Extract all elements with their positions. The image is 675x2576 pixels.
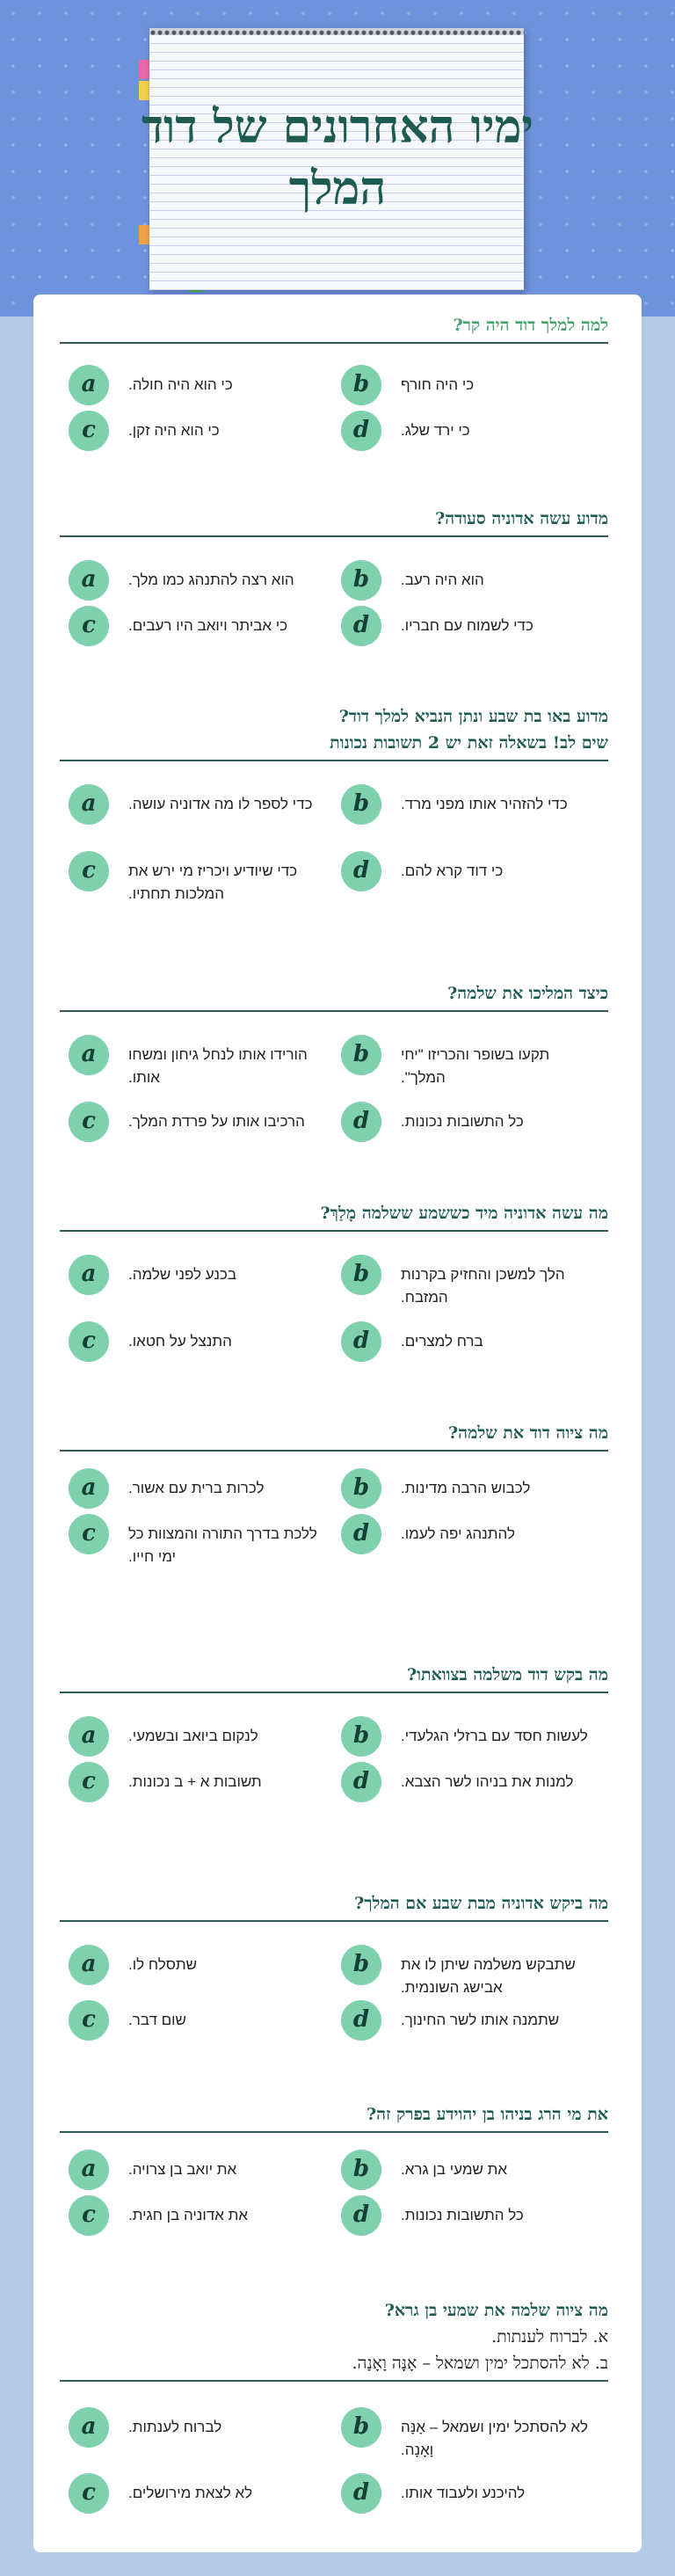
option-c-text: את אדוניה בן חגית. — [128, 2207, 249, 2223]
quiz-card — [33, 295, 642, 2552]
answer-option-a[interactable] — [69, 2150, 332, 2197]
answer-option-a[interactable] — [69, 1255, 332, 1302]
option-c-text: ללכת בדרך התורה והמצוות כל ימי חייו. — [128, 1525, 317, 1565]
answer-option-d[interactable] — [341, 2473, 605, 2521]
option-a-text: את יואב בן צרויה. — [128, 2161, 237, 2178]
option-a-badge: a — [69, 1255, 109, 1295]
option-c-badge: c — [69, 1102, 109, 1142]
option-d-text: כל התשובות נכונות. — [401, 2207, 524, 2223]
option-c-text: הרכיבו אותו על פרדת המלך. — [128, 1113, 305, 1130]
option-b-text: כי היה חורף — [401, 376, 475, 393]
option-c-badge: c — [69, 1514, 109, 1554]
answer-option-d[interactable] — [341, 851, 605, 899]
option-d-text: כי דוד קרא להם. — [401, 862, 504, 879]
answer-option-d[interactable] — [341, 2000, 605, 2048]
answer-option-b[interactable] — [341, 1468, 605, 1516]
answer-option-c[interactable] — [69, 1762, 332, 1809]
option-b-badge: b — [341, 1255, 381, 1295]
answer-option-c[interactable] — [69, 411, 332, 458]
option-b-text: הוא היה רעב. — [401, 571, 484, 588]
option-c-badge: c — [69, 2195, 109, 2236]
option-b-badge: b — [341, 1945, 381, 1985]
option-c-badge: c — [69, 411, 109, 451]
option-d-badge: d — [341, 2473, 381, 2514]
option-d-badge: d — [341, 1321, 381, 1362]
option-a-text: לברוח לענתות. — [128, 2419, 222, 2435]
option-b-badge: b — [341, 1716, 381, 1757]
option-b-badge: b — [341, 784, 381, 825]
question-label: מה ציוה שלמה את שמעי בן גרא? — [384, 2301, 608, 2320]
option-a-badge: a — [69, 365, 109, 405]
option-b-badge: b — [341, 1035, 381, 1075]
question-label: למה למלך דוד היה קר? — [453, 316, 608, 335]
option-d-badge: d — [341, 2000, 381, 2041]
option-b-text: לעשות חסד עם ברזלי הגלעדי. — [401, 1728, 588, 1744]
answer-option-b[interactable] — [341, 1255, 605, 1306]
page-title: ימיו האחרונים של דוד המלך — [141, 100, 534, 215]
option-a-badge: a — [69, 1945, 109, 1985]
answer-option-c[interactable] — [69, 2195, 332, 2243]
answer-option-c[interactable] — [69, 851, 332, 902]
answer-option-a[interactable] — [69, 2407, 332, 2455]
answer-option-d[interactable] — [341, 1514, 605, 1561]
option-b-badge: b — [341, 365, 381, 405]
answer-option-a[interactable] — [69, 1035, 332, 1086]
answer-option-b[interactable] — [341, 2150, 605, 2197]
option-a-badge: a — [69, 784, 109, 825]
option-c-text: התנצל על חטאו. — [128, 1333, 232, 1350]
answer-option-c[interactable] — [69, 1514, 332, 1565]
option-c-text: לא לצאת מירושלים. — [128, 2485, 253, 2501]
question-text — [60, 980, 608, 1012]
answer-option-d[interactable] — [341, 606, 605, 653]
option-b-badge: b — [341, 2150, 381, 2190]
answer-option-a[interactable] — [69, 1945, 332, 1992]
question-label: מדוע עשה אדוניה סעודה? — [435, 509, 608, 528]
option-a-badge: a — [69, 2407, 109, 2448]
answer-option-a[interactable] — [69, 1716, 332, 1764]
answer-option-b[interactable] — [341, 2407, 605, 2458]
question-note: שים לב! בשאלה זאת יש 2 תשובות נכונות — [330, 733, 608, 753]
answer-option-d[interactable] — [341, 1762, 605, 1809]
answer-option-b[interactable] — [341, 784, 605, 832]
answer-option-d[interactable] — [341, 2195, 605, 2243]
option-d-text: ברח למצרים. — [401, 1333, 483, 1350]
answer-option-a[interactable] — [69, 365, 332, 412]
answer-option-b[interactable] — [341, 1035, 605, 1086]
question-label: את מי הרג בניהו בן יהוידע בפרק זה? — [367, 2105, 608, 2124]
question-text — [60, 1200, 608, 1232]
question-text — [60, 703, 608, 761]
option-d-text: כל התשובות נכונות. — [401, 1113, 524, 1130]
question-text — [60, 1420, 608, 1452]
option-c-badge: c — [69, 2000, 109, 2041]
option-b-text: את שמעי בן גרא. — [401, 2161, 508, 2178]
option-d-text: כי ירד שלג. — [401, 422, 470, 439]
bookmark-tab-pink — [139, 60, 149, 79]
answer-option-c[interactable] — [69, 1321, 332, 1369]
option-a-text: לנקום ביואב ובשמעי. — [128, 1728, 258, 1744]
option-c-badge: c — [69, 606, 109, 646]
option-c-text: כדי שיודיע ויכריז מי ירש את המלכות תחתיו. — [128, 862, 298, 902]
question-label: כיצד המליכו את שלמה? — [447, 984, 608, 1003]
answer-option-c[interactable] — [69, 1102, 332, 1149]
option-d-badge: d — [341, 1514, 381, 1554]
answer-option-b[interactable] — [341, 560, 605, 608]
question-text — [60, 1662, 608, 1693]
option-d-text: למנות את בניהו לשר הצבא. — [401, 1773, 574, 1790]
option-a-text: בכנע לפני שלמה. — [128, 1266, 237, 1283]
option-d-badge: d — [341, 411, 381, 451]
option-b-text: לכבוש הרבה מדינות. — [401, 1480, 531, 1496]
option-d-badge: d — [341, 1762, 381, 1802]
answer-option-a[interactable] — [69, 1468, 332, 1516]
question-text — [60, 2101, 608, 2133]
option-d-text: להיכנע ולעבוד אותו. — [401, 2485, 526, 2501]
option-b-badge: b — [341, 1468, 381, 1509]
instruction-line-1: א. לברוח לענתות. — [491, 2327, 608, 2347]
option-a-text: שתסלח לו. — [128, 1956, 198, 1973]
option-a-text: הוא רצה להתנהג כמו מלך. — [128, 571, 294, 588]
option-b-text: לא להסתכל ימין ושמאל – אָנָּה וָאָנָה. — [401, 2419, 589, 2458]
option-c-text: שום דבר. — [128, 2012, 186, 2028]
option-c-text: כי אביתר ויואב היו רעבים. — [128, 617, 288, 634]
option-d-text: להתנהג יפה לעמו. — [401, 1525, 515, 1542]
option-a-badge: a — [69, 2150, 109, 2190]
question-label: מה ציוה דוד את שלמה? — [448, 1423, 608, 1443]
option-b-text: שתבקש משלמה שיתן לו את אבישג השונמית. — [401, 1956, 576, 1996]
option-d-badge: d — [341, 851, 381, 891]
question-text — [60, 2297, 608, 2327]
answer-option-c[interactable] — [69, 2000, 332, 2048]
answer-option-a[interactable] — [69, 560, 332, 608]
option-a-badge: a — [69, 560, 109, 600]
option-c-badge: c — [69, 851, 109, 891]
answer-option-d[interactable] — [341, 411, 605, 458]
question-label: מדוע באו בת שבע ונתן הנביא למלך דוד? — [338, 707, 608, 726]
option-a-text: לכרות ברית עם אשור. — [128, 1480, 265, 1496]
option-a-text: הורידו אותו לנחל גיחון ומשחו אותו. — [128, 1046, 308, 1086]
option-b-text: הלך למשכן והחזיק בקרנות המזבח. — [401, 1266, 565, 1306]
option-b-text: תקעו בשופר והכריזו "יחי המלך". — [401, 1046, 550, 1086]
question-label: מה בקש דוד משלמה בצוואתו? — [407, 1665, 608, 1685]
option-d-badge: d — [341, 606, 381, 646]
option-c-badge: c — [69, 2473, 109, 2514]
bookmark-tab-orange — [139, 225, 149, 244]
answer-option-b[interactable] — [341, 1945, 605, 1996]
answer-option-a[interactable] — [69, 784, 332, 832]
question-text — [60, 312, 608, 344]
answer-option-d[interactable] — [341, 1321, 605, 1369]
option-d-text: שתמנה אותו לשר החינוך. — [401, 2012, 560, 2028]
header-banner — [0, 0, 675, 317]
option-a-text: כי הוא היה חולה. — [128, 376, 233, 393]
spiral-binding — [149, 23, 524, 37]
option-b-badge: b — [341, 560, 381, 600]
question-text — [60, 506, 608, 537]
answer-option-b[interactable] — [341, 365, 605, 412]
option-b-text: כדי להזהיר אותו מפני מרד. — [401, 796, 568, 812]
option-d-badge: d — [341, 1102, 381, 1142]
option-d-badge: d — [341, 2195, 381, 2236]
option-c-badge: c — [69, 1762, 109, 1802]
answer-option-c[interactable] — [69, 606, 332, 653]
option-c-text: תשובות א + ב נכונות. — [128, 1773, 262, 1790]
option-a-badge: a — [69, 1716, 109, 1757]
instruction-line-2: ב. לא להסתכל ימין ושמאל – אָנָּה וָאָנָה. — [352, 2354, 608, 2373]
option-a-badge: a — [69, 1468, 109, 1509]
answer-option-c[interactable] — [69, 2473, 332, 2521]
option-c-badge: c — [69, 1321, 109, 1362]
option-b-badge: b — [341, 2407, 381, 2448]
option-a-badge: a — [69, 1035, 109, 1075]
question-text — [60, 1890, 608, 1922]
question-instructions — [60, 2324, 608, 2382]
answer-option-d[interactable] — [341, 1102, 605, 1149]
option-a-text: כדי לספר לו מה אדוניה עושה. — [128, 796, 313, 812]
option-c-text: כי הוא היה זקן. — [128, 422, 220, 439]
answer-option-b[interactable] — [341, 1716, 605, 1764]
option-d-text: כדי לשמוח עם חבריו. — [401, 617, 533, 634]
question-label: מה עשה אדוניה מיד כששמע ששלמה מָלַךְ? — [320, 1204, 608, 1223]
question-label: מה ביקש אדוניה מבת שבע אם המלך? — [354, 1894, 608, 1913]
